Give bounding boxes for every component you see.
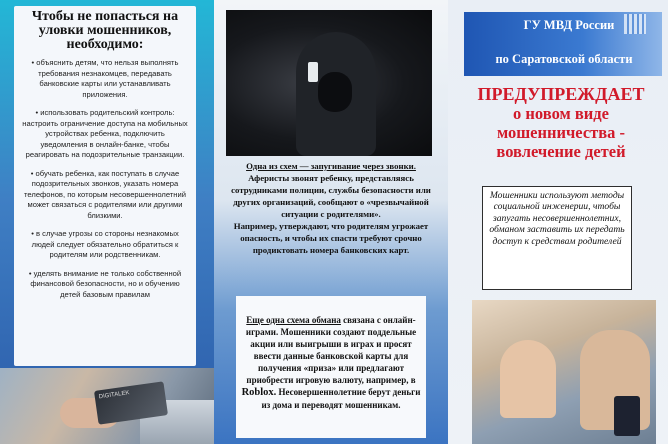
scheme-games-tail: Несовершеннолетние берут деньги из дома и переводят мошенникам. — [261, 387, 421, 410]
scheme-games-body: связана с онлайн-играми. Мошенники создают поддельные акции или выигрыши в играх и просят ввести данные банковской карты для получения «приза» или предлагают приобрести игровую валюту, например, — [245, 315, 417, 385]
scheme-calls-lead: Одна из схем — запугивание через звонки. — [246, 161, 416, 171]
scheme-games-text — [240, 314, 422, 411]
scheme-games-box — [236, 296, 426, 438]
face-shadow-illustration — [318, 72, 352, 112]
advice-bullet: • использовать родительский контроль: настроить ограничение доступа на мобильных устройствах ребенка, подключить уведомления в онлайн-банке, чтобы реагировать на подозрительные транзакции. — [22, 108, 188, 159]
advice-card — [14, 6, 196, 366]
warning-line: о новом виде — [513, 104, 609, 123]
scheme-calls-body2: Например, утверждают, что родителям угрожает опасность, и чтобы их спасти требуют срочно продиктовать номера банковских карт. — [233, 221, 429, 255]
advice-bullet: • в случае угрозы со стороны незнакомых людей следует обязательно обратиться к родителям или родственникам. — [31, 229, 179, 259]
right-panel — [448, 0, 668, 444]
scheme-games-in: в — [410, 375, 416, 385]
scheme-calls-text — [226, 160, 436, 256]
tablet-icon — [614, 396, 640, 436]
scheme-games-lead: Еще одна схема обмана — [246, 315, 341, 325]
advice-bullet: • уделять внимание не только собственной финансовой безопасности, но и обучению детей базовым правилам — [28, 268, 182, 299]
social-engineering-quote: Мошенники используют методы социальной инженерии, чтобы запугать несовершеннолетних, обманом заставить их передать доступ к средствам родителей — [482, 186, 632, 290]
advice-bullet: • объяснить детям, что нельзя выполнять требования незнакомцев, передавать банковские карты или устанавливать приложения. — [31, 58, 179, 99]
warning-line: вовлечение детей — [496, 142, 626, 161]
warning-line: ПРЕДУПРЕЖДАЕТ — [477, 84, 645, 104]
hooded-caller-photo — [226, 10, 432, 156]
roblox-brand: Roblox. — [241, 387, 277, 398]
org-name: ГУ МВД России — [523, 18, 615, 32]
middle-panel — [214, 0, 448, 444]
scheme-calls-body: Аферисты звонят ребенку, представляясь сотрудниками полиции, службы безопасности или других организаций, сообщают о «чрезвычайной ситуации с родителями». — [231, 173, 431, 219]
left-panel — [0, 0, 214, 444]
child-illustration — [500, 340, 556, 418]
org-region: по Саратовской области — [495, 52, 633, 66]
warning-line: мошенничества - — [496, 123, 626, 142]
warning-heading — [464, 84, 658, 161]
advice-title: Чтобы не попасться на уловки мошенников, необходимо: — [31, 9, 179, 52]
phone-icon — [308, 62, 318, 82]
bank-card-text: DIGITALEK — [98, 390, 130, 401]
advice-bullet: • обучать ребенка, как поступать в случае подозрительных звонков, указать номера телефонов, по которым несовершеннолетний может связаться с родителями или другими близкими. — [24, 168, 186, 220]
